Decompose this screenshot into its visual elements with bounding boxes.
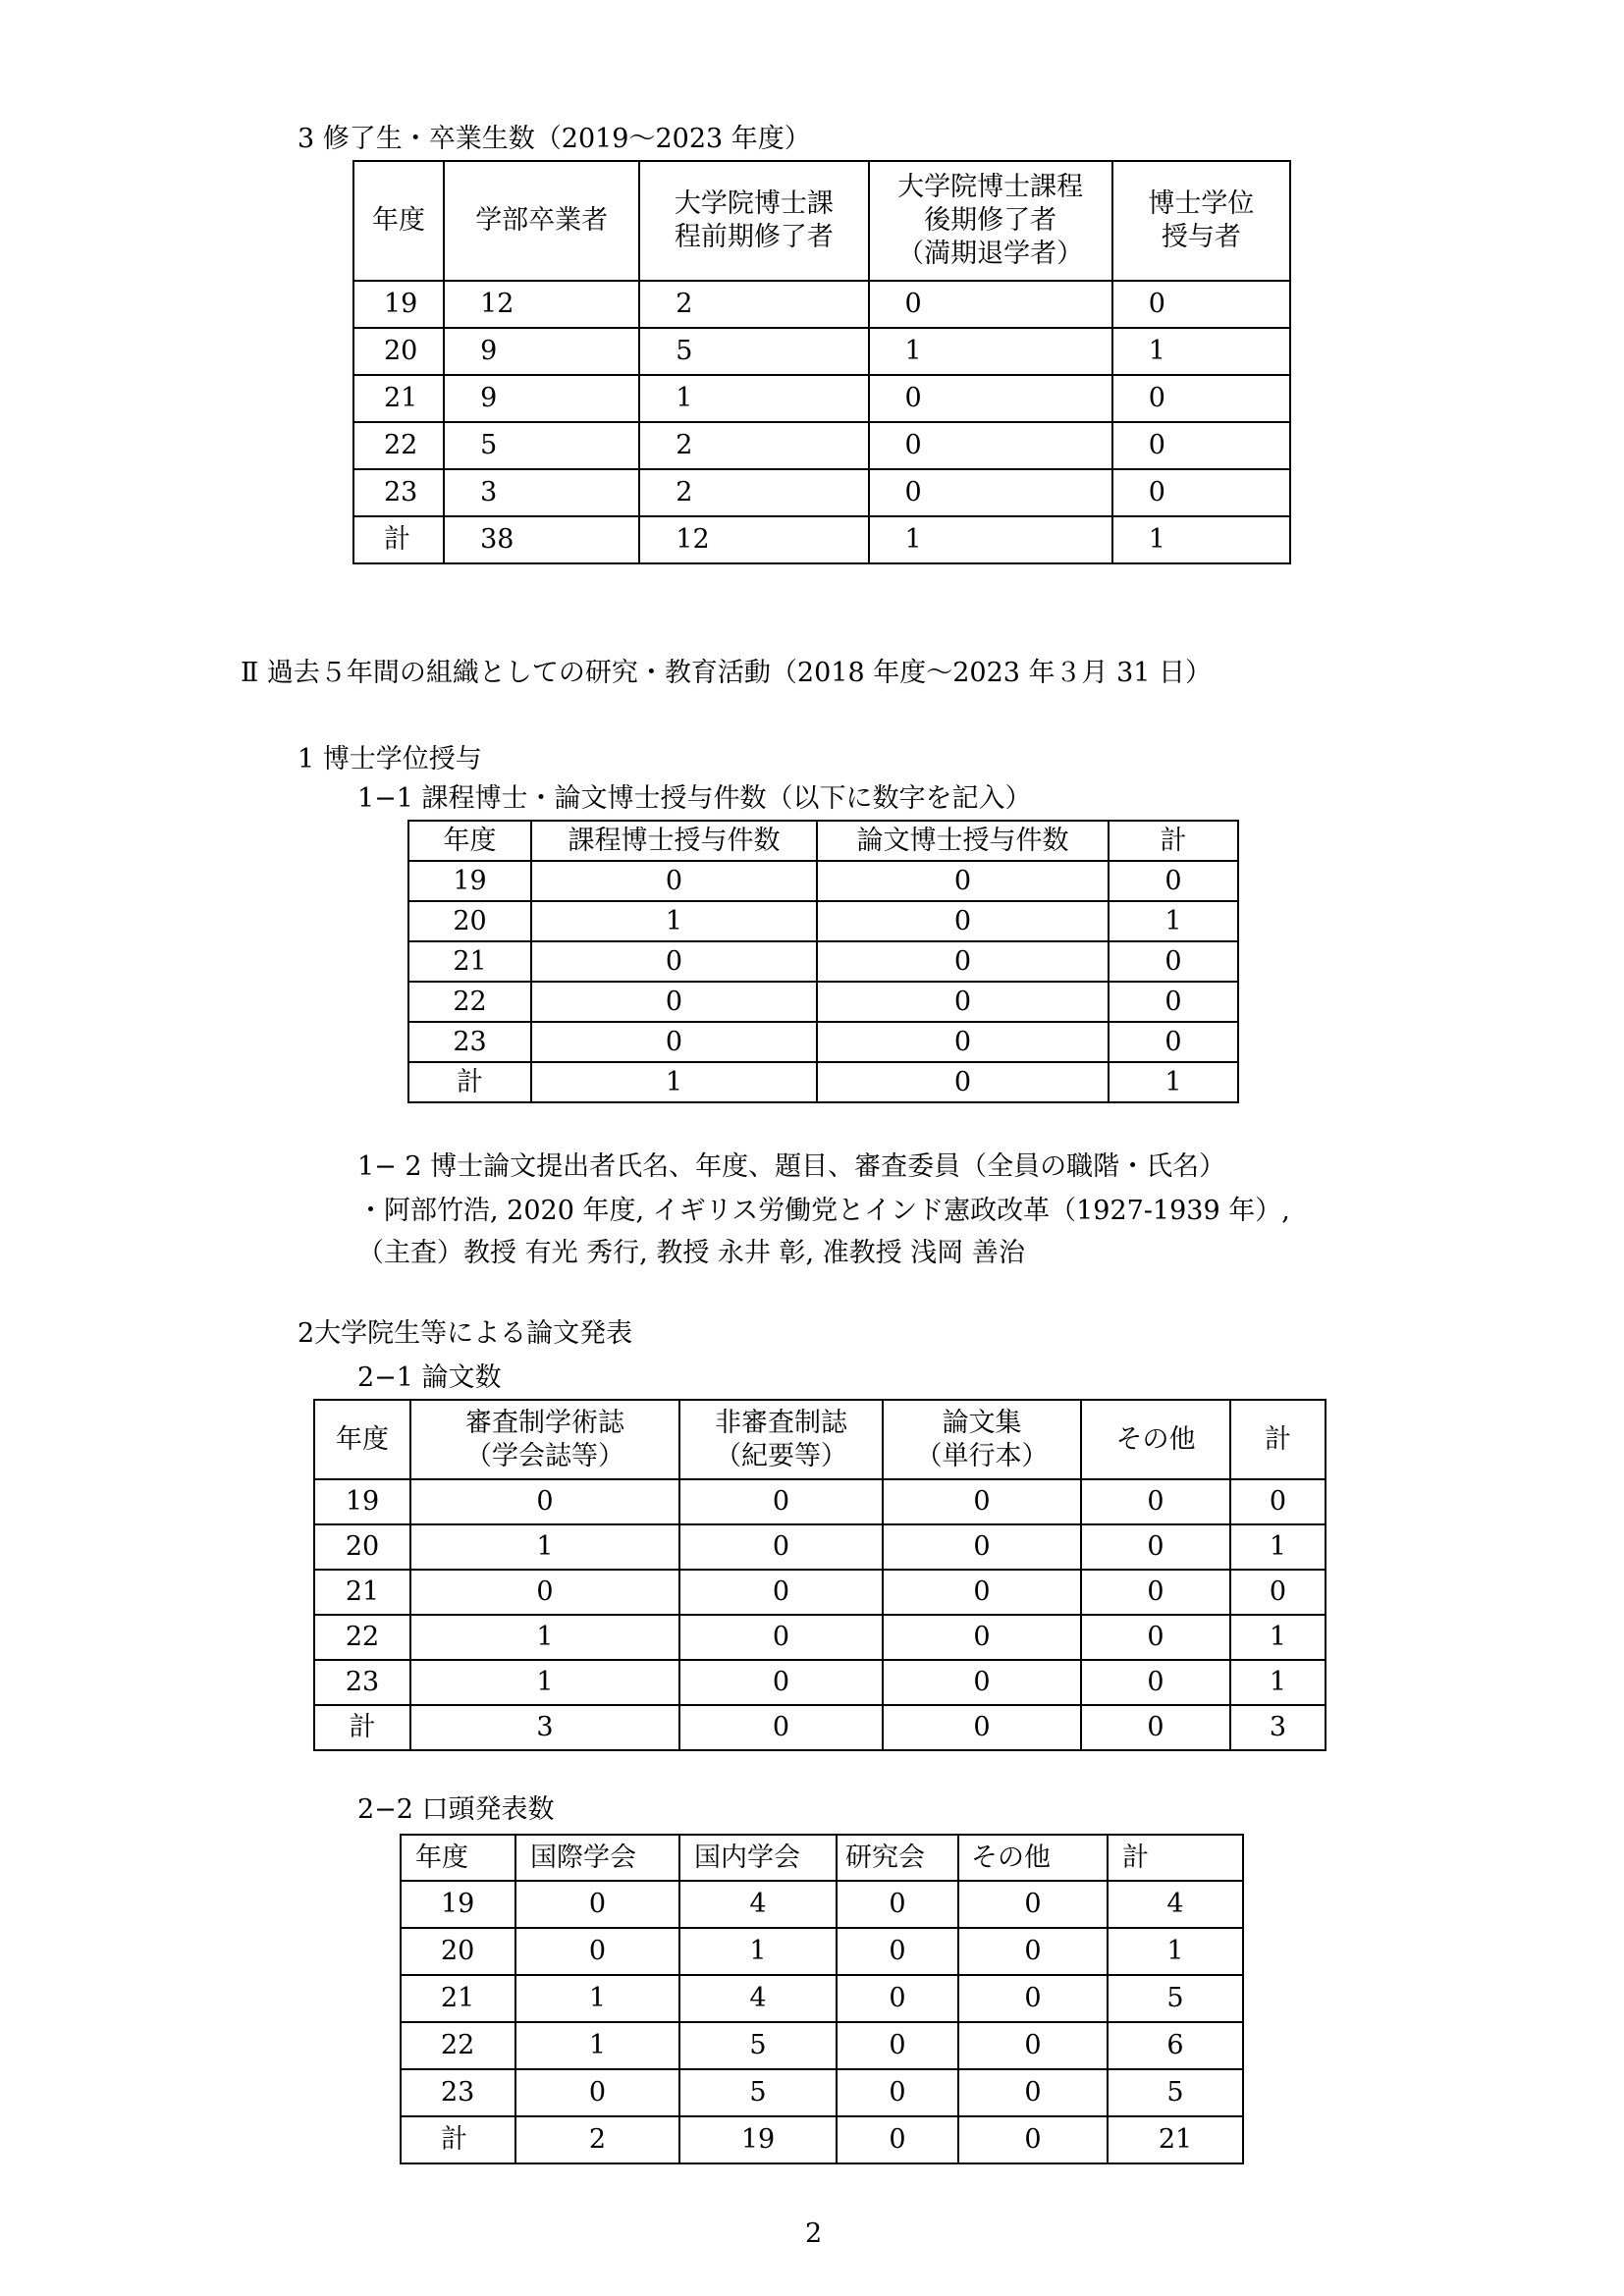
table-header-cell: 計 (1108, 1835, 1243, 1881)
table-cell: 5 (679, 2022, 837, 2069)
table-cell: 0 (1230, 1479, 1326, 1524)
table-cell: 1 (1112, 328, 1290, 375)
table-cell: 0 (679, 1479, 883, 1524)
section2-title: Ⅱ 過去５年間の組織としての研究・教育活動（2018 年度～2023 年３月 31 日） (241, 658, 1213, 688)
table-cell: 0 (531, 941, 817, 982)
table-header-cell: その他 (958, 1835, 1108, 1881)
table-cell: 0 (817, 901, 1109, 941)
s2-title: 2大学院生等による論文発表 (298, 1318, 633, 1349)
table-cell: 0 (1230, 1570, 1326, 1615)
degree-table (407, 820, 1239, 1103)
table-cell: 0 (883, 1479, 1081, 1524)
table-cell: 19 (314, 1479, 410, 1524)
table-cell: 20 (408, 901, 531, 941)
table-header-cell: 年度 (353, 161, 444, 281)
table-cell: 20 (353, 328, 444, 375)
table-cell: 0 (958, 2022, 1108, 2069)
table-row (408, 982, 1238, 1022)
table-cell: 0 (837, 2116, 958, 2163)
presentations-table (400, 1834, 1244, 2164)
table-cell: 12 (444, 281, 639, 328)
table-header-cell: 大学院博士課 程前期修了者 (639, 161, 868, 281)
table-cell: 0 (679, 1705, 883, 1750)
table-cell: 3 (410, 1705, 679, 1750)
table-header-cell: 大学院博士課程 後期修了者 （満期退学者） (869, 161, 1112, 281)
table-cell: 0 (958, 2116, 1108, 2163)
table-cell: 計 (408, 1062, 531, 1102)
table-cell: 1 (531, 1062, 817, 1102)
table-cell: 0 (883, 1705, 1081, 1750)
table-cell: 0 (1081, 1705, 1230, 1750)
table-cell: 1 (1109, 901, 1238, 941)
table-header-cell: 年度 (408, 821, 531, 861)
table-cell: 0 (869, 422, 1112, 469)
table-header-cell: 年度 (401, 1835, 515, 1881)
table-row (353, 469, 1290, 516)
table-cell: 19 (679, 2116, 837, 2163)
table-cell: 0 (869, 375, 1112, 422)
table-cell: 5 (679, 2069, 837, 2116)
table-cell: 1 (679, 1928, 837, 1975)
table-cell: 19 (401, 1881, 515, 1928)
table-cell: 0 (837, 2069, 958, 2116)
table-cell: 19 (353, 281, 444, 328)
table-cell: 3 (1230, 1705, 1326, 1750)
table-cell: 0 (679, 1570, 883, 1615)
table-cell: 9 (444, 328, 639, 375)
table-row (408, 861, 1238, 901)
table-cell: 0 (679, 1524, 883, 1570)
table-cell: 0 (1081, 1524, 1230, 1570)
table-header-cell: 審査制学術誌 （学会誌等） (410, 1400, 679, 1479)
table-cell: 計 (314, 1705, 410, 1750)
table-cell: 5 (1108, 1975, 1243, 2022)
papers-table (313, 1399, 1326, 1751)
s1-sub2-line1: ・阿部竹浩, 2020 年度, イギリス労働党とインド憲政改革（1927-1939 年）, (357, 1196, 1290, 1226)
table-header-cell: その他 (1081, 1400, 1230, 1479)
table-cell: 4 (1108, 1881, 1243, 1928)
table-cell: 0 (817, 1022, 1109, 1062)
table-cell: 1 (869, 516, 1112, 563)
table-cell: 5 (444, 422, 639, 469)
table-cell: 0 (1112, 375, 1290, 422)
table-row (408, 941, 1238, 982)
table-cell: 0 (1081, 1570, 1230, 1615)
table-cell: 計 (353, 516, 444, 563)
table-cell: 1 (1108, 1928, 1243, 1975)
table-cell: 23 (401, 2069, 515, 2116)
table-cell: 21 (314, 1570, 410, 1615)
table-header-row (314, 1400, 1326, 1479)
table-row (353, 328, 1290, 375)
table-cell: 22 (408, 982, 531, 1022)
table-row (401, 2116, 1243, 2163)
table-cell: 2 (639, 281, 868, 328)
table-cell: 0 (531, 861, 817, 901)
table-cell: 0 (679, 1660, 883, 1705)
s1-sub-title: 1−1 課程博士・論文博士授与件数（以下に数字を記入） (357, 783, 1032, 814)
table-cell: 0 (515, 2069, 679, 2116)
table-row (353, 375, 1290, 422)
page-number: 2 (805, 2218, 823, 2249)
table-cell: 0 (1109, 941, 1238, 982)
table-cell: 1 (410, 1660, 679, 1705)
table-cell: 0 (869, 281, 1112, 328)
table-cell: 0 (837, 1928, 958, 1975)
table-row (314, 1660, 1326, 1705)
table-cell: 0 (869, 469, 1112, 516)
table-row (401, 1928, 1243, 1975)
table-cell: 4 (679, 1975, 837, 2022)
table-cell: 1 (1230, 1660, 1326, 1705)
table-header-cell: 研究会 (837, 1835, 958, 1881)
table-cell: 1 (410, 1615, 679, 1660)
s2-sub2-title: 2−2 口頭発表数 (357, 1794, 555, 1825)
table-cell: 0 (515, 1881, 679, 1928)
table-cell: 3 (444, 469, 639, 516)
table-row (408, 1062, 1238, 1102)
table-cell: 0 (515, 1928, 679, 1975)
table-cell: 0 (817, 982, 1109, 1022)
table-row (401, 1881, 1243, 1928)
graduates-table (352, 160, 1291, 564)
s2-sub1-title: 2−1 論文数 (357, 1362, 502, 1393)
table-cell: 0 (883, 1615, 1081, 1660)
table-cell: 0 (817, 1062, 1109, 1102)
table-cell: 0 (837, 1881, 958, 1928)
table-cell: 22 (353, 422, 444, 469)
table-cell: 0 (817, 941, 1109, 982)
table-header-cell: 国内学会 (679, 1835, 837, 1881)
table-cell: 0 (958, 2069, 1108, 2116)
s1-title: 1 博士学位授与 (298, 744, 482, 774)
table-header-cell: 課程博士授与件数 (531, 821, 817, 861)
table-cell: 0 (1112, 469, 1290, 516)
table-row (408, 1022, 1238, 1062)
table-row (314, 1570, 1326, 1615)
table-cell: 1 (1109, 1062, 1238, 1102)
table-cell: 0 (1109, 861, 1238, 901)
table-cell: 1 (531, 901, 817, 941)
table-cell: 0 (410, 1479, 679, 1524)
table-cell: 0 (1109, 982, 1238, 1022)
table-cell: 0 (410, 1570, 679, 1615)
table-cell: 23 (314, 1660, 410, 1705)
table-header-cell: 計 (1109, 821, 1238, 861)
table-cell: 22 (314, 1615, 410, 1660)
table-row (353, 516, 1290, 563)
table-cell: 0 (837, 2022, 958, 2069)
table-row (408, 901, 1238, 941)
table-cell: 0 (883, 1660, 1081, 1705)
table-header-cell: 国際学会 (515, 1835, 679, 1881)
table-row (314, 1524, 1326, 1570)
table-cell: 0 (817, 861, 1109, 901)
table-row (314, 1479, 1326, 1524)
table-cell: 9 (444, 375, 639, 422)
table-cell: 1 (410, 1524, 679, 1570)
table-cell: 1 (639, 375, 868, 422)
section3-title: 3 修了生・卒業生数（2019～2023 年度） (298, 124, 811, 154)
table-cell: 1 (869, 328, 1112, 375)
table-cell: 0 (1081, 1660, 1230, 1705)
table-cell: 0 (958, 1928, 1108, 1975)
table-header-row (408, 821, 1238, 861)
table-cell: 0 (1112, 422, 1290, 469)
s1-sub2-title: 1− 2 博士論文提出者氏名、年度、題目、審査委員（全員の職階・氏名） (357, 1151, 1226, 1182)
table-cell: 0 (1109, 1022, 1238, 1062)
table-cell: 5 (639, 328, 868, 375)
table-header-cell: 学部卒業者 (444, 161, 639, 281)
table-cell: 22 (401, 2022, 515, 2069)
table-cell: 21 (408, 941, 531, 982)
table-cell: 0 (1081, 1479, 1230, 1524)
table-cell: 0 (679, 1615, 883, 1660)
table-cell: 0 (837, 1975, 958, 2022)
table-cell: 5 (1108, 2069, 1243, 2116)
table-cell: 19 (408, 861, 531, 901)
table-cell: 20 (401, 1928, 515, 1975)
table-cell: 0 (883, 1570, 1081, 1615)
table-row (314, 1705, 1326, 1750)
table-row (401, 2022, 1243, 2069)
table-cell: 21 (1108, 2116, 1243, 2163)
table-cell: 38 (444, 516, 639, 563)
table-row (401, 2069, 1243, 2116)
table-header-cell: 非審査制誌 （紀要等） (679, 1400, 883, 1479)
table-cell: 21 (353, 375, 444, 422)
table-cell: 20 (314, 1524, 410, 1570)
table-cell: 1 (1230, 1524, 1326, 1570)
table-row (401, 1975, 1243, 2022)
table-cell: 23 (353, 469, 444, 516)
table-cell: 2 (639, 469, 868, 516)
table-header-cell: 論文博士授与件数 (817, 821, 1109, 861)
table-cell: 4 (679, 1881, 837, 1928)
table-cell: 23 (408, 1022, 531, 1062)
table-header-cell: 論文集 （単行本） (883, 1400, 1081, 1479)
table-cell: 0 (883, 1524, 1081, 1570)
table-cell: 1 (1112, 516, 1290, 563)
table-cell: 2 (639, 422, 868, 469)
table-header-cell: 博士学位 授与者 (1112, 161, 1290, 281)
table-cell: 12 (639, 516, 868, 563)
table-cell: 2 (515, 2116, 679, 2163)
table-row (353, 422, 1290, 469)
table-row (353, 281, 1290, 328)
table-header-row (401, 1835, 1243, 1881)
table-cell: 21 (401, 1975, 515, 2022)
table-cell: 1 (1230, 1615, 1326, 1660)
table-cell: 1 (515, 2022, 679, 2069)
table-cell: 0 (958, 1975, 1108, 2022)
table-cell: 1 (515, 1975, 679, 2022)
table-row (314, 1615, 1326, 1660)
table-cell: 0 (531, 1022, 817, 1062)
table-header-row (353, 161, 1290, 281)
table-cell: 0 (1081, 1615, 1230, 1660)
table-cell: 6 (1108, 2022, 1243, 2069)
table-cell: 0 (958, 1881, 1108, 1928)
s1-sub2-line2: （主査）教授 有光 秀行, 教授 永井 彰, 准教授 浅岡 善治 (357, 1238, 1025, 1268)
table-cell: 0 (531, 982, 817, 1022)
table-cell: 計 (401, 2116, 515, 2163)
table-header-cell: 年度 (314, 1400, 410, 1479)
table-cell: 0 (1112, 281, 1290, 328)
table-header-cell: 計 (1230, 1400, 1326, 1479)
